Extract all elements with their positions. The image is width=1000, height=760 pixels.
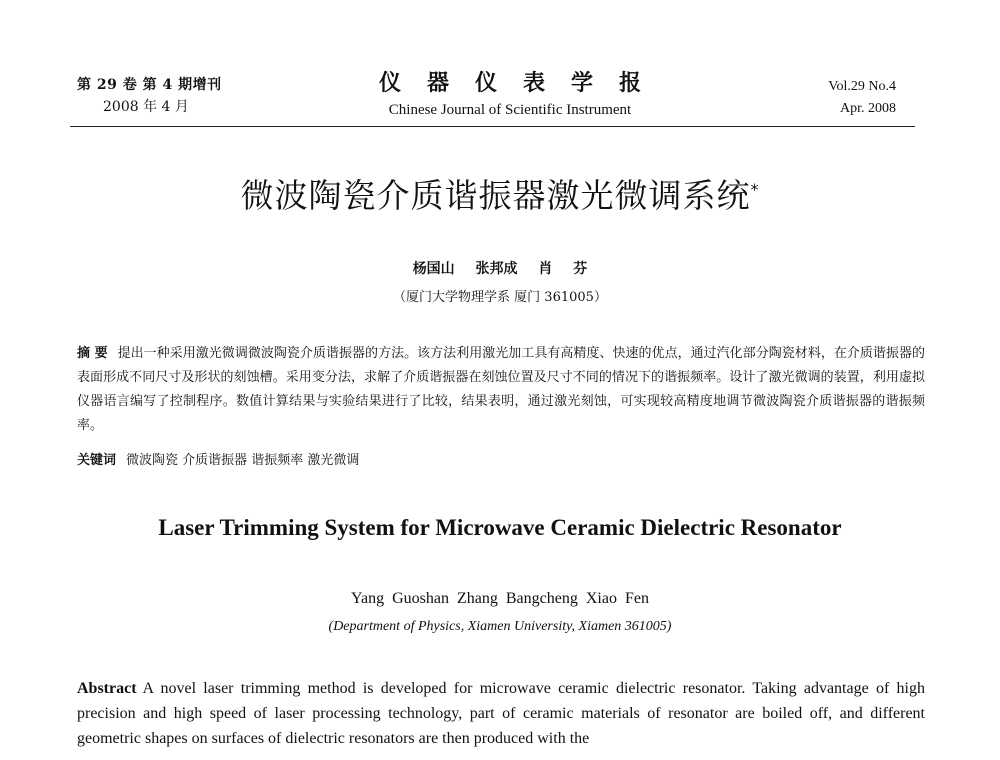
keywords-cn-label: 关键词 (77, 453, 117, 468)
header-rule (70, 126, 915, 127)
volume-issue-cn: 第 29 卷 第 4 期增刊 (77, 77, 222, 93)
header-center (300, 68, 720, 122)
affiliation-cn: （厦门大学物理学系 厦门 361005） (393, 290, 607, 305)
affiliation-en: (Department of Physics, Xiamen University, Xiamen 361005) (328, 619, 672, 634)
volume-en: Vol.29 No.4 (828, 79, 896, 94)
authors-en: Yang Guoshan Zhang Bangcheng Xiao Fen (351, 590, 649, 607)
journal-title-cn: 仪器仪表学报 (378, 70, 667, 96)
keywords-cn-text: 微波陶瓷 介质谐振器 谐振频率 激光微调 (126, 453, 360, 468)
abstract-en-text: A novel laser trimming method is developed for microwave ceramic dielectric resonator. Taking advantage of high precision and high speed of laser processing technology, part of ceramic materials of resonator are boiled off, and different geometric shapes on surfaces of dielectric resonators are then produced with the (77, 680, 925, 747)
date-cn: 2008 年 4 月 (103, 99, 189, 115)
abstract-cn-label: 摘 要 (77, 346, 108, 361)
paper-title-en: Laser Trimming System for Microwave Ceramic Dielectric Resonator (158, 515, 842, 540)
abstract-cn (77, 342, 925, 438)
keywords-cn (77, 450, 925, 472)
paper-title-cn-text: 微波陶瓷介质谐振器激光微调系统 (240, 176, 751, 215)
abstract-cn-text: 提出一种采用激光微调微波陶瓷介质谐振器的方法。该方法利用激光加工具有高精度、快速的优点，通过汽化部分陶瓷材料，在介质谐振器的表面形成不同尺寸及形状的刻蚀槽。采用变分法，求解了介质谐振器在刻蚀位置及尺寸不同的情况下的谐振频率。设计了激光微调的装置，利用虚拟仪器语言编写了控制程序。数值计算结果与实验结果进行了比较，结果表明，通过激光刻蚀，可实现较高精度地调节微波陶瓷介质谐振器的谐振频率。 (77, 346, 925, 433)
title-footnote-mark: * (750, 180, 760, 199)
date-en: Apr. 2008 (840, 101, 896, 116)
paper-title-cn (0, 170, 1000, 217)
header-right (828, 76, 896, 120)
authors-cn: 杨国山 张邦成 肖 芬 (412, 261, 588, 277)
journal-title-en: Chinese Journal of Scientific Instrument (388, 102, 632, 118)
header-left (77, 74, 222, 118)
abstract-en (77, 676, 925, 751)
abstract-en-label: Abstract (77, 680, 137, 697)
